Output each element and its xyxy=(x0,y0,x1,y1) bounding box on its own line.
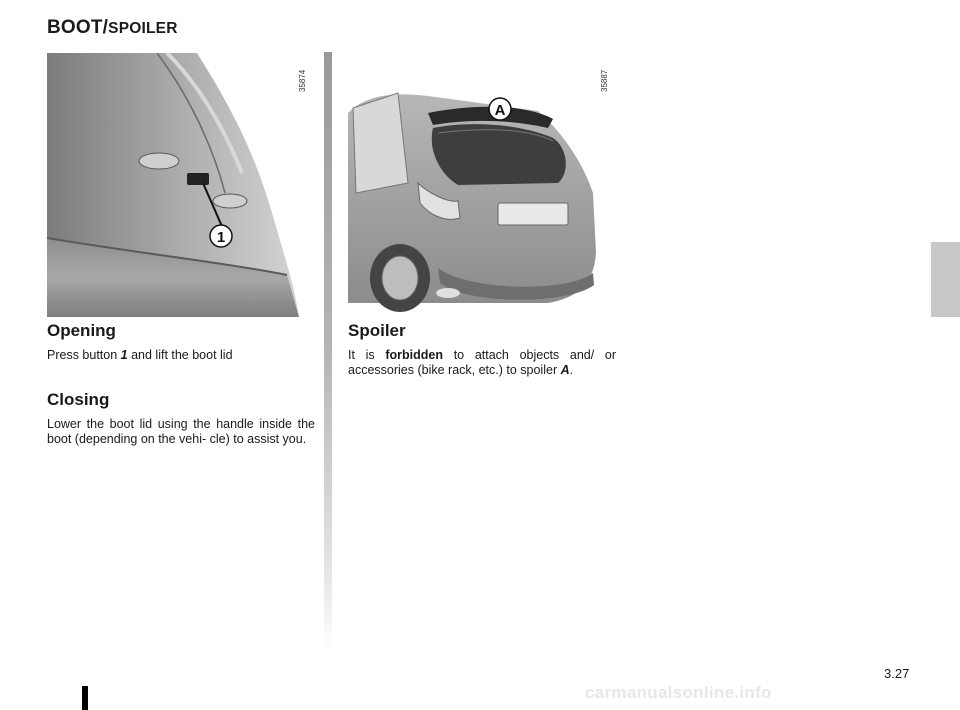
heading-opening: Opening xyxy=(47,321,116,340)
chapter-tab xyxy=(931,242,960,317)
car-rear-drawing xyxy=(348,53,616,317)
opening-text xyxy=(47,348,315,363)
spoiler-illustration xyxy=(348,53,616,317)
boot-lid-illustration xyxy=(47,53,315,317)
page-title xyxy=(47,17,178,39)
watermark: carmanualsonline.info xyxy=(585,683,772,702)
figure-ref-left: 35874 xyxy=(298,69,307,92)
column-divider xyxy=(324,52,332,652)
page-number: 3.27 xyxy=(884,666,910,681)
callout-A-label: A xyxy=(494,102,506,119)
boot-lid-drawing xyxy=(47,53,315,317)
spoiler-text-1: It is xyxy=(348,348,386,362)
callout-A xyxy=(489,98,511,120)
spoiler-text-2: to attach objects and/ or accessories (bike rack, etc.) to spoiler xyxy=(348,348,617,377)
closing-text: Lower the boot lid using the handle inside the boot (depending on the vehi- cle) to assist you. xyxy=(47,417,315,446)
figure-ref-right: 35887 xyxy=(600,69,609,92)
button-ref: 1 xyxy=(120,348,128,362)
heading-closing: Closing xyxy=(47,390,110,409)
heading-spoiler: Spoiler xyxy=(348,321,406,340)
title-sub: SPOILER xyxy=(108,20,178,37)
spoiler-bold: forbidden xyxy=(385,348,444,362)
spoiler-text-3: . xyxy=(569,363,574,377)
spoiler-text xyxy=(348,348,616,378)
spoiler-ref: A xyxy=(560,363,570,377)
opening-text-1: Press button xyxy=(47,348,121,362)
callout-1 xyxy=(210,225,232,247)
opening-text-2: and lift the boot lid xyxy=(127,348,233,362)
callout-1-label: 1 xyxy=(216,229,226,246)
corner-mark xyxy=(82,686,88,710)
title-main: BOOT/ xyxy=(47,17,109,38)
